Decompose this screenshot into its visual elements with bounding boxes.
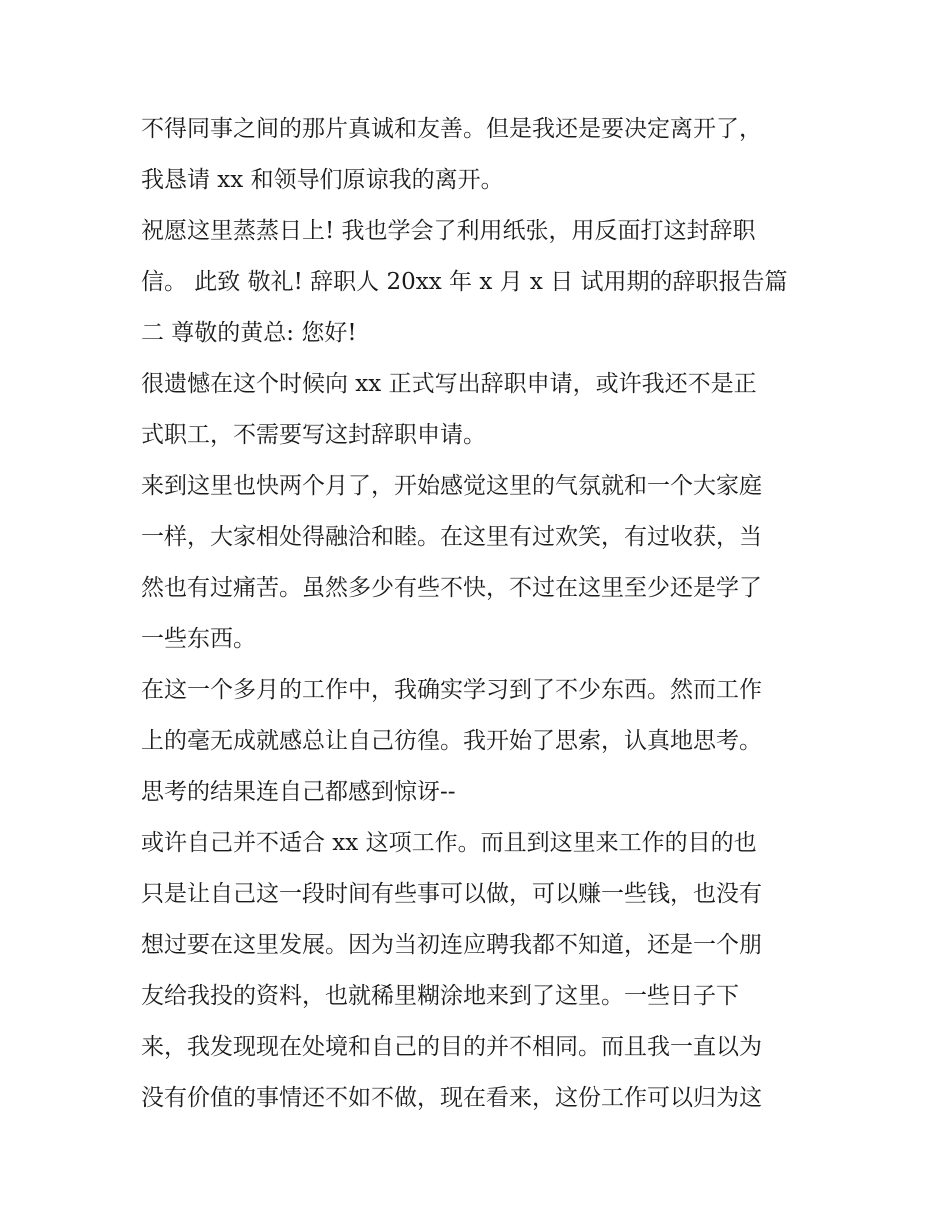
text-line: 二 尊敬的黄总: 您好! — [141, 320, 357, 346]
text-line: 来，我发现现在处境和自己的目的并不相同。而且我一直以为 — [141, 1034, 762, 1060]
text-line: 思考的结果连自己都感到惊讶-- — [141, 779, 456, 805]
text-line: 很遗憾在这个时候向 xx 正式写出辞职申请，或许我还不是正 — [141, 371, 757, 397]
text-line: 式职工，不需要写这封辞职申请。 — [141, 422, 486, 448]
text-line: 来到这里也快两个月了，开始感觉这里的气氛就和一个大家庭 — [141, 473, 762, 499]
text-line: 一些东西。 — [141, 626, 256, 652]
text-line: 我恳请 xx 和领导们原谅我的离开。 — [141, 167, 504, 193]
text-line: 只是让自己这一段时间有些事可以做，可以赚一些钱，也没有 — [141, 881, 762, 907]
body-text — [141, 104, 821, 1124]
text-line: 不得同事之间的那片真诚和友善。但是我还是要决定离开了， — [141, 116, 762, 142]
text-line: 友给我投的资料，也就稀里糊涂地来到了这里。一些日子下 — [141, 983, 739, 1009]
text-line: 在这一个多月的工作中，我确实学习到了不少东西。然而工作 — [141, 677, 762, 703]
text-line: 然也有过痛苦。虽然多少有些不快，不过在这里至少还是学了 — [141, 575, 762, 601]
text-line: 一样，大家相处得融洽和睦。在这里有过欢笑，有过收获，当 — [141, 524, 762, 550]
text-line: 没有价值的事情还不如不做，现在看来，这份工作可以归为这 — [141, 1085, 762, 1111]
text-line: 祝愿这里蒸蒸日上! 我也学会了利用纸张，用反面打这封辞职 — [141, 218, 756, 244]
text-line: 想过要在这里发展。因为当初连应聘我都不知道，还是一个朋 — [141, 932, 762, 958]
text-line: 上的毫无成就感总让自己彷徨。我开始了思索，认真地思考。 — [141, 728, 762, 754]
text-line: 信。 此致 敬礼! 辞职人 20xx 年 x 月 x 日 试用期的辞职报告篇 — [141, 269, 788, 295]
text-line: 或许自己并不适合 xx 这项工作。而且到这里来工作的目的也 — [141, 830, 757, 856]
